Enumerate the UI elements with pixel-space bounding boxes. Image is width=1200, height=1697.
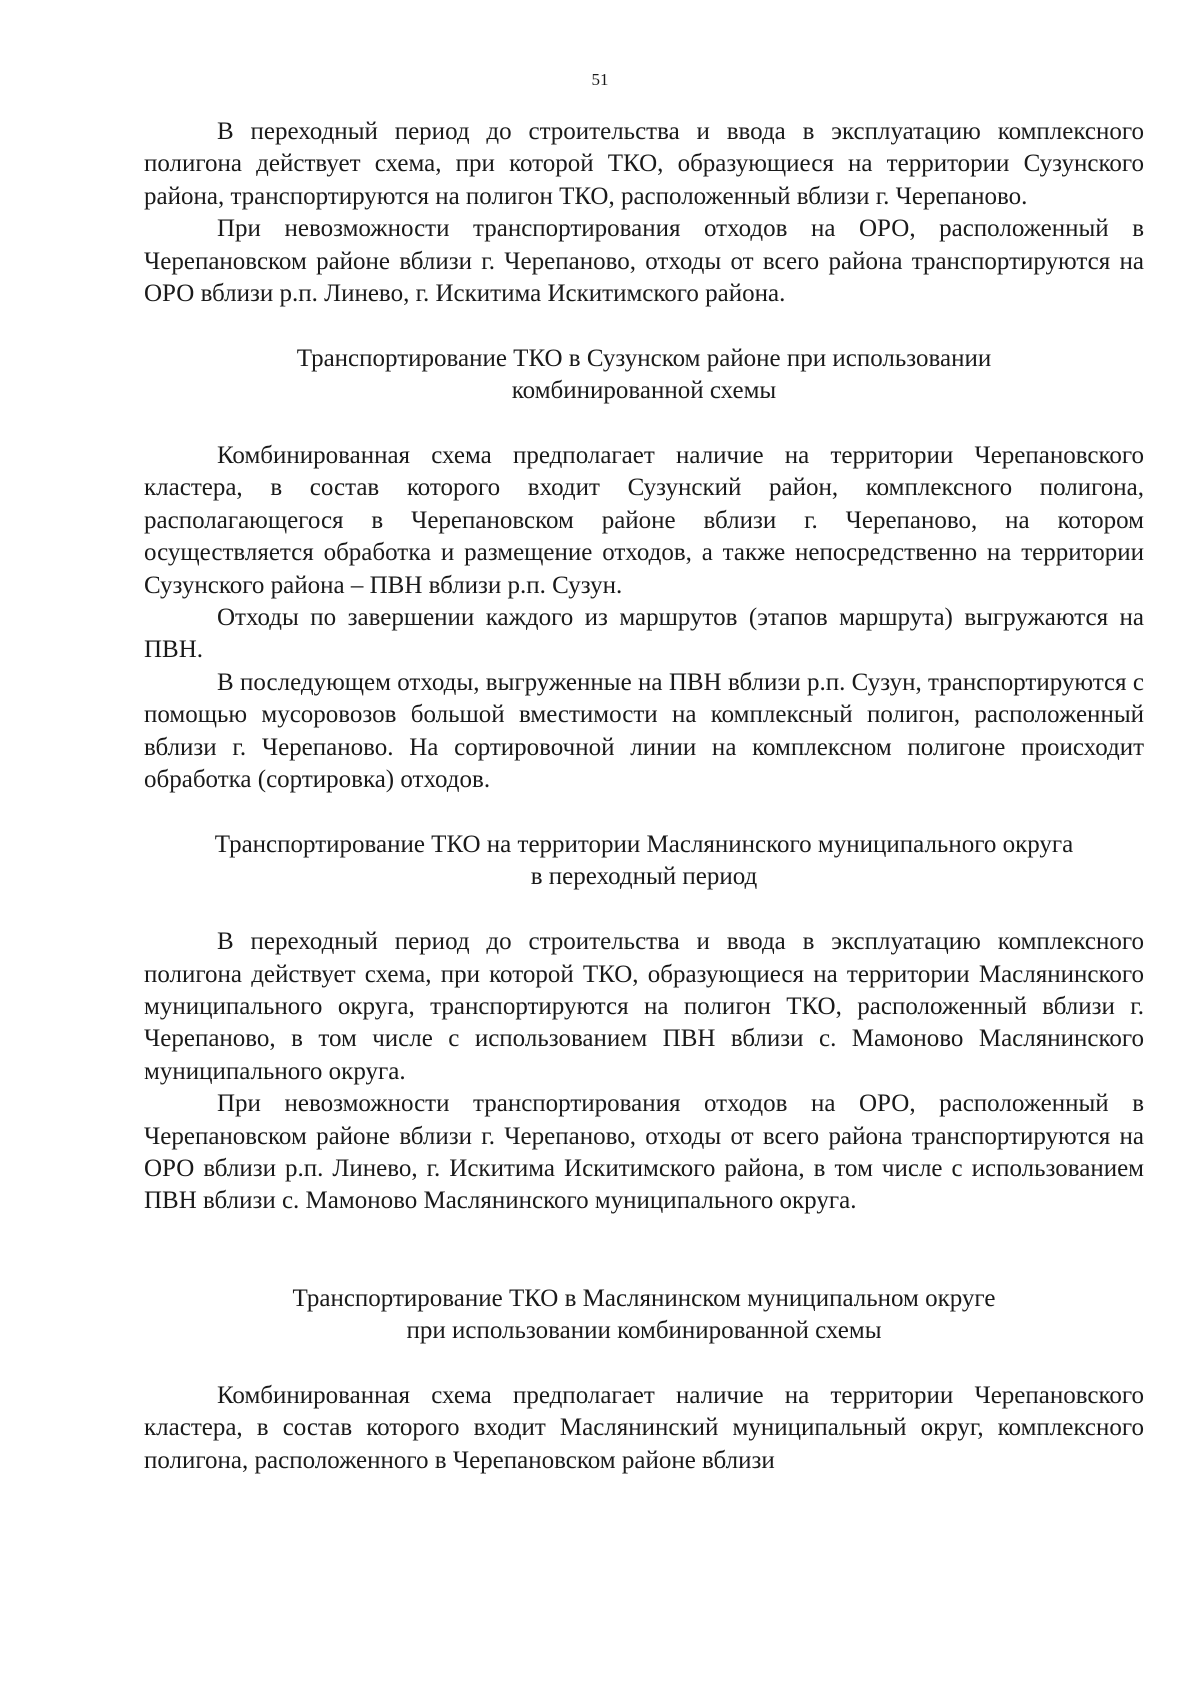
spacer — [144, 797, 1144, 829]
spacer — [144, 1218, 1144, 1283]
heading-line: Транспортирование ТКО на территории Маслянинского муниципального округа — [214, 830, 1074, 858]
paragraph-suzun-combined-1: Комбинированная схема предполагает наличие на территории Черепановского кластера, в состав которого входит Сузунский район, комплексного полигона, располагающегося в Черепановском районе вблизи г. Черепаново, на котором осуществляется обработка и размещение отходов, а также непосредственно на территории Сузунского района – ПВН вблизи р.п. Сузун. — [144, 442, 1144, 599]
paragraph-maslyanino-transition-2: При невозможности транспортирования отходов на ОРО, расположенный в Черепановском районе вблизи г. Черепаново, отходы от всего района транспортируются на ОРО вблизи р.п. Линево, г. Искитима Искитимского района, в том числе с использованием ПВН вблизи с. Мамоново Маслянинского муниципального округа. — [144, 1090, 1144, 1215]
page-body — [144, 116, 1144, 1477]
paragraph-suzun-combined-3: В последующем отходы, выгруженные на ПВН вблизи р.п. Сузун, транспортируются с помощью мусоровозов большой вместимости на комплексный полигон, расположенный вблизи г. Черепаново. На сортировочной линии на комплексном полигоне происходит обработка (сортировка) отходов. — [144, 668, 1144, 794]
paragraph-intro-2: При невозможности транспортирования отходов на ОРО, расположенный в Черепановском районе вблизи г. Черепаново, отходы от всего района транспортируются на ОРО вблизи р.п. Линево, г. Искитима Искитимского района. — [144, 215, 1144, 308]
paragraph-maslyanino-combined-1: Комбинированная схема предполагает наличие на территории Черепановского кластера, в состав которого входит Маслянинский муниципальный округ, комплексного полигона, расположенного в Черепановском районе вблизи — [144, 1381, 1144, 1474]
spacer — [144, 1347, 1144, 1379]
paragraph-suzun-combined-2: Отходы по завершении каждого из маршрутов (этапов маршрута) выгружаются на ПВН. — [144, 604, 1144, 664]
heading-line: при использовании комбинированной схемы — [406, 1316, 882, 1344]
heading-line: комбинированной схемы — [511, 377, 777, 405]
spacer — [144, 310, 1144, 342]
heading-line: в переходный период — [530, 863, 758, 891]
spacer — [144, 894, 1144, 926]
heading-line: Транспортирование ТКО в Маслянинском муниципальном округе — [292, 1284, 996, 1312]
heading-line: Транспортирование ТКО в Сузунском районе при использовании — [296, 344, 992, 372]
section-heading-maslyanino-combined — [144, 1283, 1144, 1348]
paragraph-maslyanino-transition-1: В переходный период до строительства и ввода в эксплуатацию комплексного полигона действует схема, при которой ТКО, образующиеся на территории Маслянинского муниципального округа, транспортируются на полигон ТКО, расположенный вблизи г. Черепаново, в том числе с использованием ПВН вблизи с. Мамоново Маслянинского муниципального округа. — [144, 928, 1144, 1085]
section-heading-maslyanino-transition — [144, 829, 1144, 894]
spacer — [144, 408, 1144, 440]
section-heading-suzun-combined — [144, 343, 1144, 408]
paragraph-intro-1: В переходный период до строительства и ввода в эксплуатацию комплексного полигона действует схема, при которой ТКО, образующиеся на территории Сузунского района, транспортируются на полигон ТКО, расположенный вблизи г. Черепаново. — [144, 118, 1144, 210]
page-number: 51 — [591, 70, 609, 89]
